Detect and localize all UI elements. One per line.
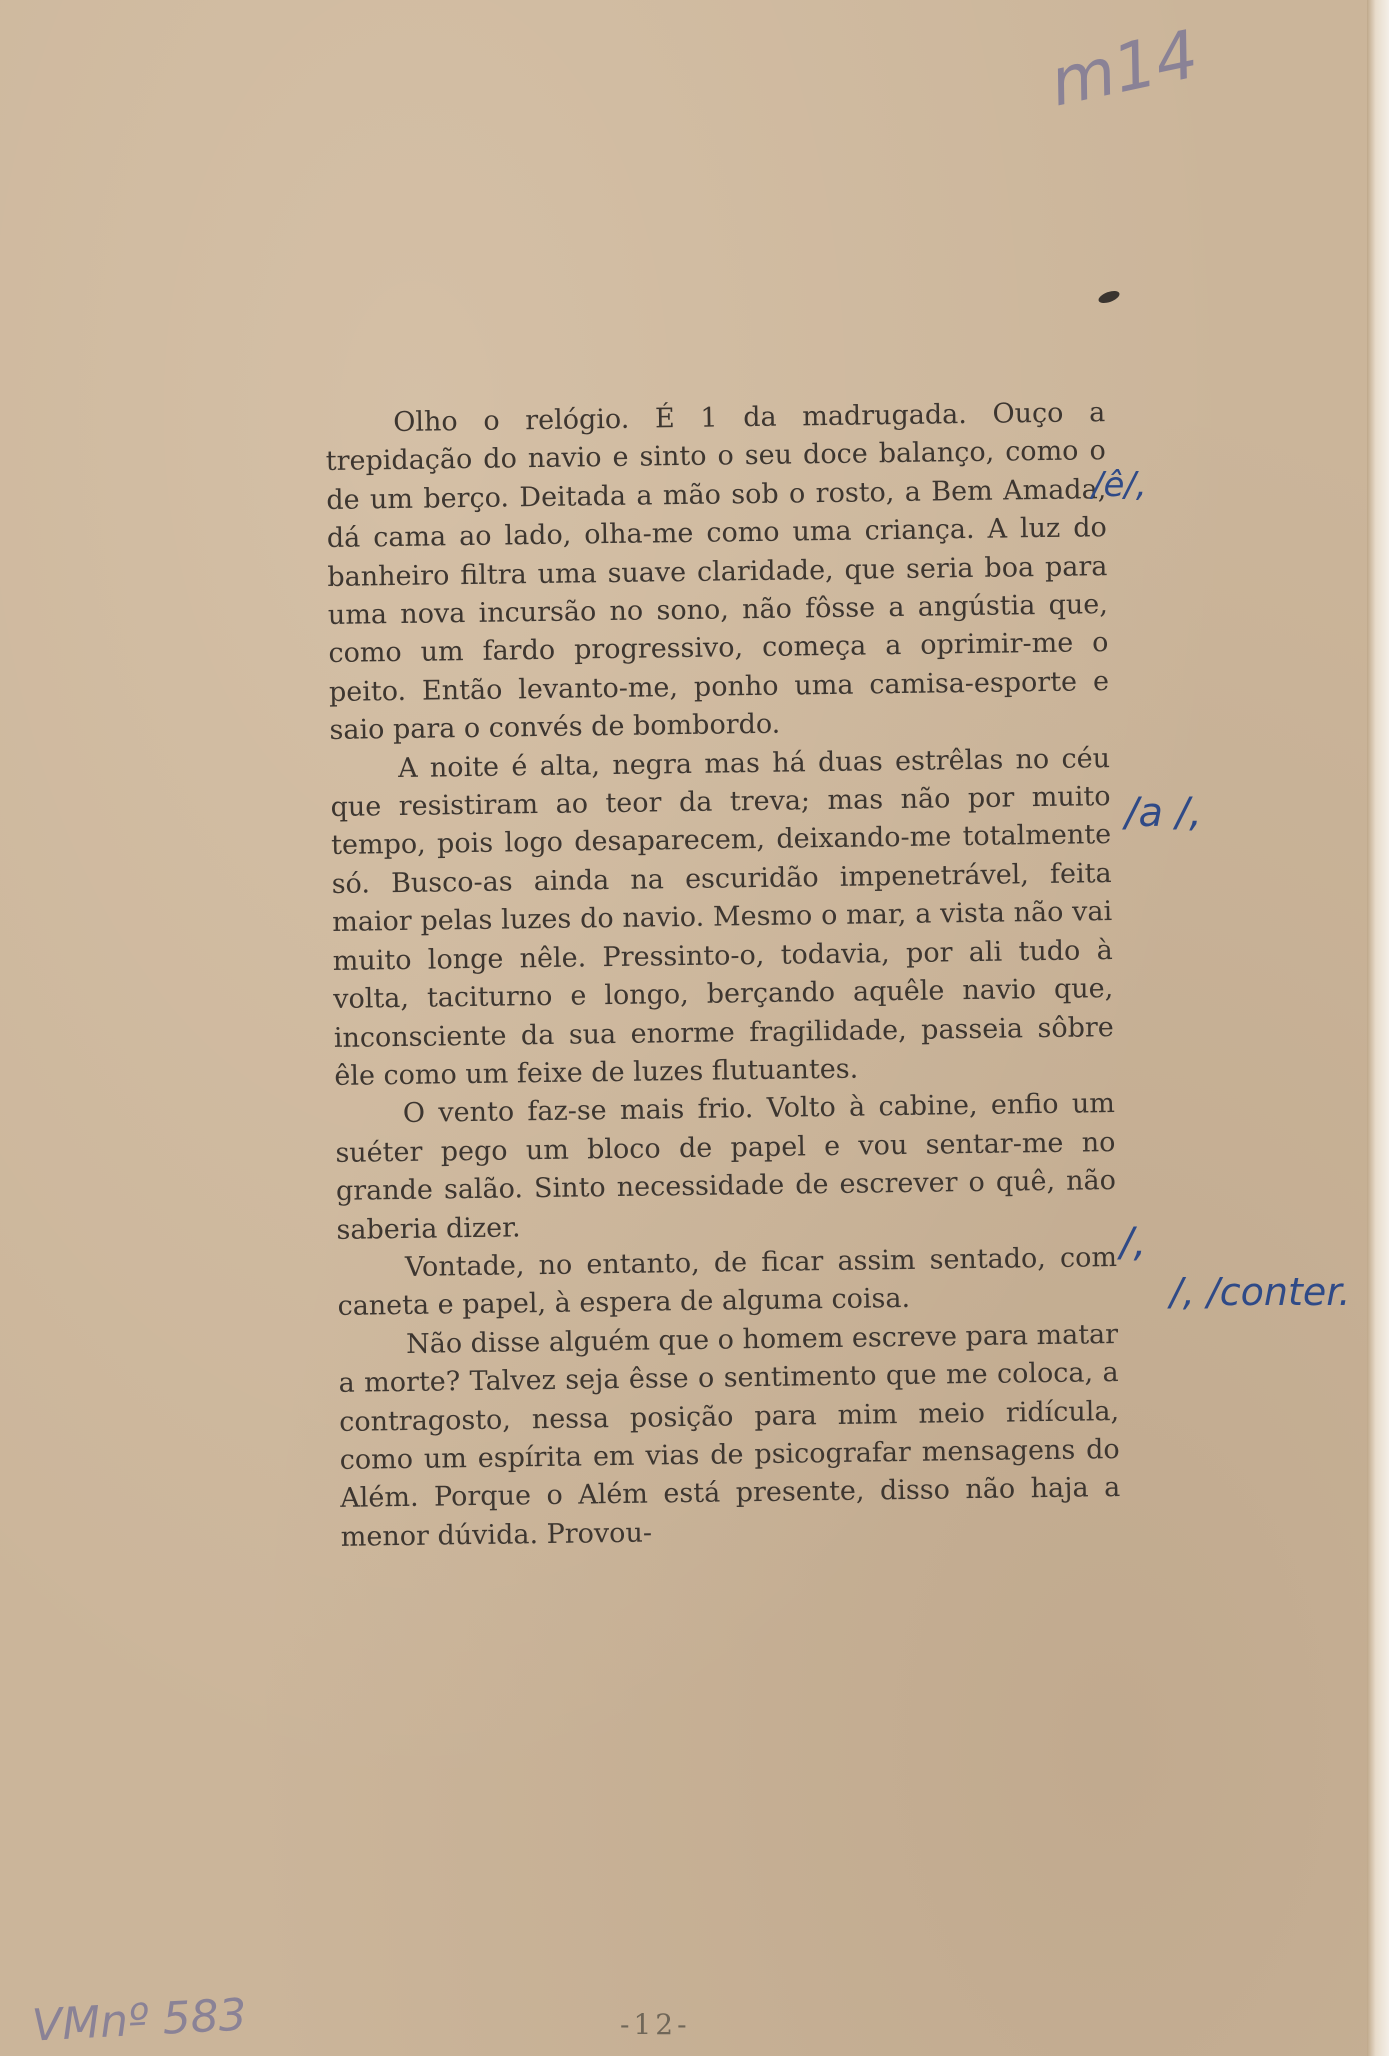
paragraph-2: A noite é alta, negra mas há duas estrêlas no céu que resistiram ao teor da treva; mas não por muito tempo, pois logo desaparecem, deixando-me totalmente só. Busco-as ainda na escuridão impenetrável, feita maior pelas luzes do navio. Mesmo o mar, a vista não vai muito longe nêle. Pressinto-o, todavia, por ali tudo à volta, taciturno e longo, berçando aquêle navio que, inconsciente da sua enorme fragilidade, passeia sôbre êle como um feixe de luzes flutuantes.: [330, 742, 1114, 1092]
margin-note-1: /ê/,: [1092, 465, 1147, 505]
margin-note-3: /,: [1120, 1220, 1147, 1266]
typed-text: [325, 394, 1121, 1557]
paragraph-5: Não disse alguém que o homem escreve para matar a morte? Talvez seja êsse o sentimento que me coloca, a contragosto, nessa posição para mim meio ridícula, como um espírita em vias de psicografar mensagens do Além. Porque o Além está presente, disso não haja a menor dúvida. Provou-: [338, 1318, 1121, 1553]
margin-note-4: /, /conter.: [1170, 1270, 1351, 1314]
archive-page-number: m14: [1043, 15, 1205, 122]
page-edge: [1367, 0, 1389, 2056]
folio-number: -12-: [620, 2008, 691, 2041]
ink-smudge: [1097, 289, 1121, 306]
margin-note-2: /a /,: [1125, 790, 1202, 836]
paragraph-4: Vontade, no entanto, de ficar assim sentado, com caneta e papel, à espera de alguma coisa.: [337, 1241, 1118, 1323]
paragraph-3: O vento faz-se mais frio. Volto à cabine, enfio um suéter pego um bloco de papel e vou sentar-me no grande salão. Sinto necessidade de escrever o quê, não saberia dizer.: [335, 1088, 1117, 1246]
archive-reference: VMnº 583: [30, 1989, 248, 2052]
paragraph-1: Olho o relógio. É 1 da madrugada. Ouço a trepidação do navio e sinto o seu doce balanço, como o de um berço. Deitada a mão sob o rosto, a Bem Amada, dá cama ao lado, olha-me como uma criança. A luz do banheiro filtra uma suave claridade, que seria boa para uma nova incursão no sono, não fôsse a angústia que, como um fardo progressivo, começa a oprimir-me o peito. Então levanto-me, ponho uma camisa-esporte e saio para o convés de bombordo.: [325, 397, 1110, 747]
